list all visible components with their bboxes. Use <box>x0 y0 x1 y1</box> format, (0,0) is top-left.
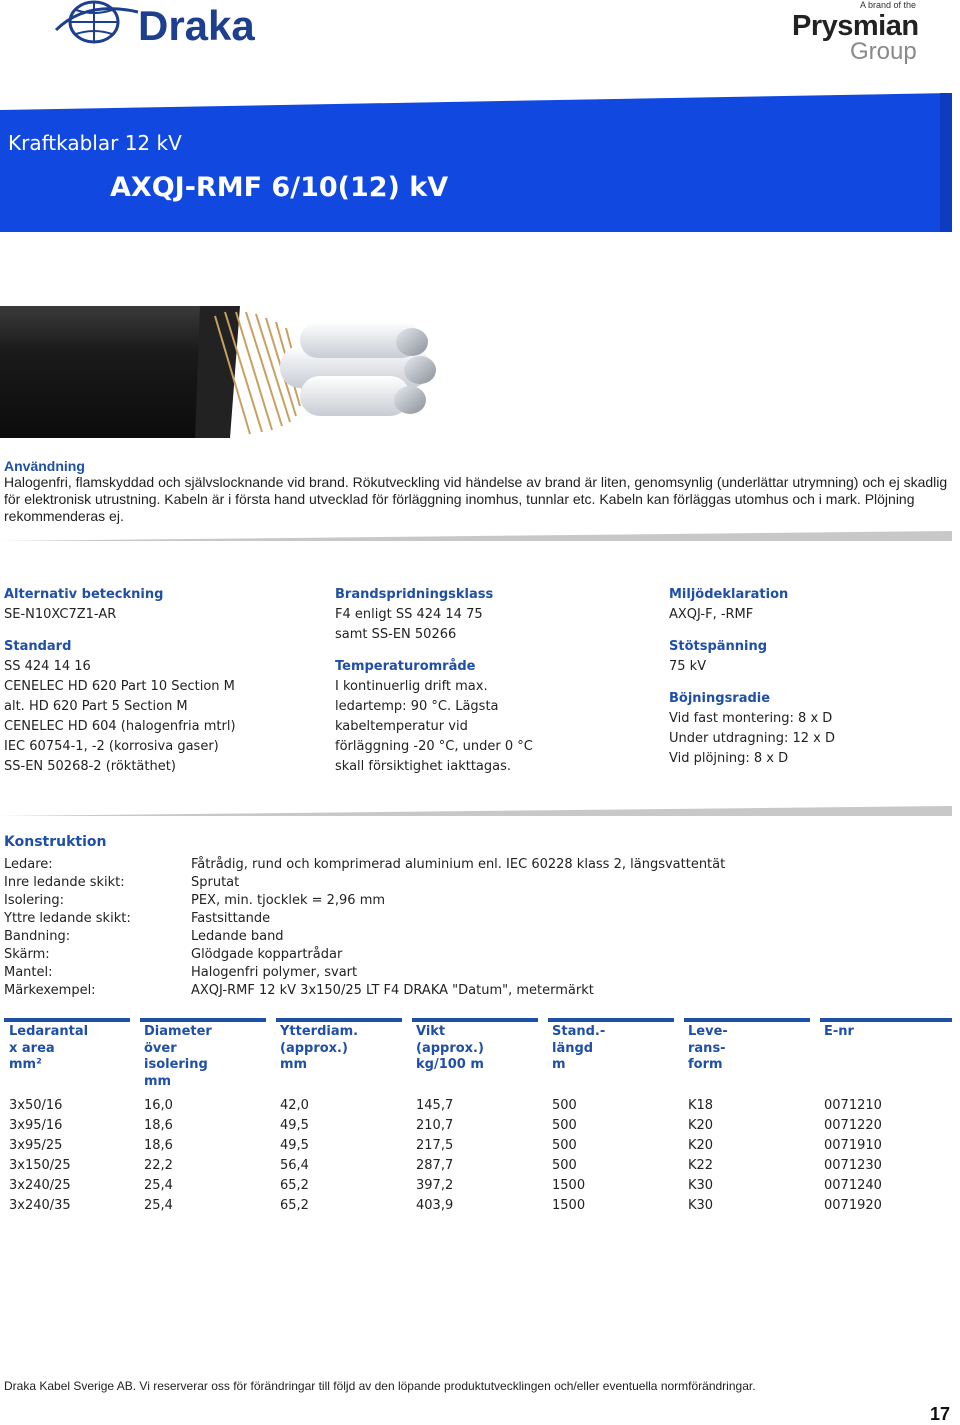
table-cell: 56,4 <box>280 1158 309 1173</box>
table-cell: 210,7 <box>416 1118 454 1133</box>
construction-label: Ledare: <box>4 857 53 872</box>
draka-logo-text: Draka <box>138 2 255 49</box>
table-cell: 500 <box>552 1118 577 1133</box>
bending-radius-label: Böjningsradie <box>669 691 771 706</box>
table-cell: 397,2 <box>416 1178 454 1193</box>
temperature-line: ledartemp: 90 °C. Lägsta <box>335 699 499 714</box>
table-cell: 3x95/25 <box>9 1138 63 1153</box>
table-cell: 217,5 <box>416 1138 454 1153</box>
construction-value: PEX, min. tjocklek = 2,96 mm <box>191 893 386 908</box>
table-header-conductors: Ledarantal x area mm² <box>9 1024 89 1072</box>
temperature-line: kabeltemperatur vid <box>335 719 468 734</box>
table-cell: 500 <box>552 1158 577 1173</box>
construction-value: Halogenfri polymer, svart <box>191 965 358 980</box>
table-cell: 0071210 <box>824 1098 882 1113</box>
standard-line: IEC 60754-1, -2 (korrosiva gaser) <box>4 739 219 754</box>
construction-value: Fastsittande <box>191 911 271 926</box>
alt-designation-label: Alternativ beteckning <box>4 587 164 602</box>
table-cell: 1500 <box>552 1198 586 1213</box>
construction-value: Sprutat <box>191 875 240 890</box>
table-cell: 65,2 <box>280 1198 309 1213</box>
table-cell: 500 <box>552 1138 577 1153</box>
section-title: Kraftkablar 12 kV <box>8 131 182 155</box>
table-cell: 3x50/16 <box>9 1098 63 1113</box>
fire-class-line: F4 enligt SS 424 14 75 <box>335 607 483 622</box>
table-cell: 145,7 <box>416 1098 454 1113</box>
table-header-diameter: Diameter över isolering mm <box>144 1024 212 1089</box>
table-cell: 49,5 <box>280 1118 309 1133</box>
table-cell: K22 <box>688 1158 714 1173</box>
product-title: AXQJ-RMF 6/10(12) kV <box>110 172 449 203</box>
construction-value: Ledande band <box>191 929 284 944</box>
temperature-line: skall försiktighet iakttagas. <box>335 759 512 774</box>
construction-label: Yttre ledande skikt: <box>4 911 131 926</box>
page-number: 17 <box>930 1404 951 1424</box>
table-cell: 18,6 <box>144 1138 173 1153</box>
fire-class-line: samt SS-EN 50266 <box>335 627 457 642</box>
construction-value: Fåtrådig, rund och komprimerad aluminium enl. IEC 60228 klass 2, längsvattentät <box>191 857 726 872</box>
table-header-weight: Vikt (approx.) kg/100 m <box>416 1024 484 1072</box>
bending-radius-line: Under utdragning: 12 x D <box>669 731 835 746</box>
table-cell: K30 <box>688 1198 714 1213</box>
temperature-label: Temperaturområde <box>335 659 476 674</box>
construction-heading: Konstruktion <box>4 834 107 850</box>
construction-value: AXQJ-RMF 12 kV 3x150/25 LT F4 DRAKA "Datum", metermärkt <box>191 983 594 998</box>
table-cell: 25,4 <box>144 1178 173 1193</box>
footer-text: Draka Kabel Sverige AB. Vi reserverar oss för förändringar till följd av den löpande produktutvecklingen och/eller eventuella normförändringar. <box>4 1379 756 1393</box>
table-cell: 16,0 <box>144 1098 173 1113</box>
table-cell: 3x240/25 <box>9 1178 71 1193</box>
impulse-voltage-label: Stötspänning <box>669 639 768 654</box>
divider-top <box>0 531 952 541</box>
table-cell: K20 <box>688 1138 714 1153</box>
spec-column-1 <box>4 585 324 777</box>
temperature-line: I kontinuerlig drift max. <box>335 679 488 694</box>
alt-designation-value: SE-N10XC7Z1-AR <box>4 607 117 622</box>
standard-line: SS-EN 50268-2 (röktäthet) <box>4 759 176 774</box>
table-cell: 22,2 <box>144 1158 173 1173</box>
temperature-line: förläggning -20 °C, under 0 °C <box>335 739 533 754</box>
construction-label: Skärm: <box>4 947 50 962</box>
prysmian-logo-text: Prysmian <box>792 10 919 42</box>
table-cell: 49,5 <box>280 1138 309 1153</box>
table-cell: 65,2 <box>280 1178 309 1193</box>
environment-label: Miljödeklaration <box>669 587 789 602</box>
standard-label: Standard <box>4 639 72 654</box>
construction-label: Mantel: <box>4 965 53 980</box>
spec-column-3 <box>669 585 954 769</box>
construction-value: Glödgade koppartrådar <box>191 947 343 962</box>
table-cell: 3x95/16 <box>9 1118 63 1133</box>
table-cell: 403,9 <box>416 1198 454 1213</box>
table-header-outer-diameter: Ytterdiam. (approx.) mm <box>280 1024 359 1072</box>
prysmian-group-text: Group <box>850 38 917 65</box>
spec-column-2 <box>335 585 655 777</box>
table-cell: K30 <box>688 1178 714 1193</box>
fire-class-label: Brandspridningsklass <box>335 587 494 602</box>
table-header-e-number: E-nr <box>824 1024 854 1039</box>
environment-value: AXQJ-F, -RMF <box>669 607 754 622</box>
divider-middle <box>0 806 952 816</box>
usage-text: Halogenfri, flamskyddad och självslocknande vid brand. Rökutveckling vid händelse av brand är liten, genomsynlig (underlättar utrymning) och ej skadlig för elektronisk utrustning. Kabeln är i första hand utvecklad för förläggning inomhus, tunnlar etc. Kabeln kan förläggas utomhus och i mark. Plöjning rekommenderas ej. <box>4 474 948 524</box>
table-cell: K20 <box>688 1118 714 1133</box>
standard-line: CENELEC HD 620 Part 10 Section M <box>4 679 235 694</box>
table-cell: 25,4 <box>144 1198 173 1213</box>
table-cell: K18 <box>688 1098 714 1113</box>
table-cell: 0071910 <box>824 1138 882 1153</box>
construction-label: Bandning: <box>4 929 71 944</box>
table-cell: 0071230 <box>824 1158 882 1173</box>
bending-radius-line: Vid fast montering: 8 x D <box>669 711 833 726</box>
table-cell: 500 <box>552 1098 577 1113</box>
impulse-voltage-value: 75 kV <box>669 659 707 674</box>
table-cell: 18,6 <box>144 1118 173 1133</box>
construction-label: Isolering: <box>4 893 64 908</box>
standard-line: CENELEC HD 604 (halogenfria mtrl) <box>4 719 236 734</box>
construction-label: Inre ledande skikt: <box>4 875 125 890</box>
table-cell: 287,7 <box>416 1158 454 1173</box>
table-cell: 0071220 <box>824 1118 882 1133</box>
standard-line: SS 424 14 16 <box>4 659 91 674</box>
table-header-standard-length: Stand.- längd m <box>552 1024 606 1072</box>
table-cell: 1500 <box>552 1178 586 1193</box>
brand-of-text: A brand of the <box>860 0 917 10</box>
table-cell: 42,0 <box>280 1098 309 1113</box>
table-cell: 0071920 <box>824 1198 882 1213</box>
usage-heading: Användning <box>4 458 85 474</box>
globe-icon <box>56 2 138 42</box>
standard-line: alt. HD 620 Part 5 Section M <box>4 699 188 714</box>
bending-radius-line: Vid plöjning: 8 x D <box>669 751 789 766</box>
construction-label: Märkexempel: <box>4 983 96 998</box>
table-cell: 3x240/35 <box>9 1198 71 1213</box>
table-header-delivery-form: Leve- rans- form <box>688 1024 728 1072</box>
cable-illustration <box>0 306 960 438</box>
table-cell: 3x150/25 <box>9 1158 71 1173</box>
table-cell: 0071240 <box>824 1178 882 1193</box>
